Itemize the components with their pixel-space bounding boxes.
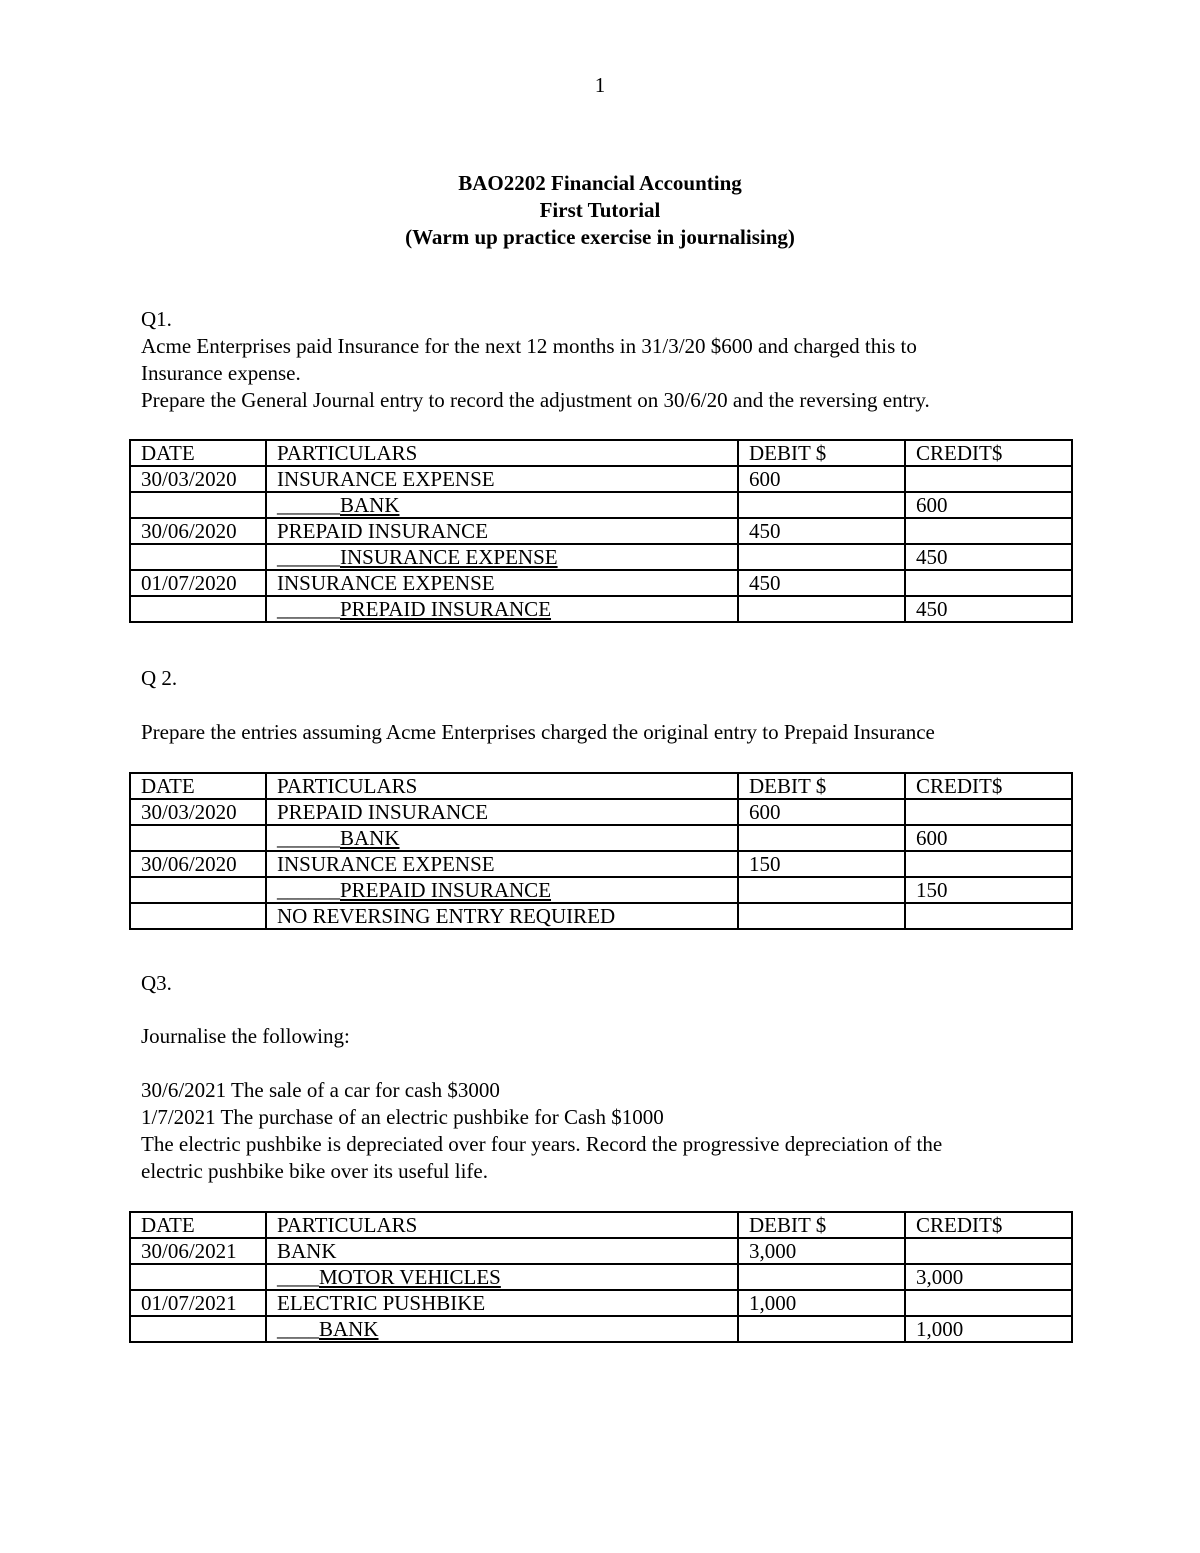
credit-cell bbox=[905, 903, 1072, 929]
table-row bbox=[130, 877, 1072, 903]
credit-cell bbox=[905, 1238, 1072, 1264]
q3-journal-table bbox=[129, 1211, 1073, 1343]
q3-line-1: Journalise the following: bbox=[141, 1024, 350, 1048]
date-cell bbox=[130, 903, 266, 929]
particulars-cell bbox=[266, 596, 738, 622]
account-name: BANK bbox=[340, 493, 400, 517]
account-name: NO REVERSING ENTRY REQUIRED bbox=[277, 904, 616, 928]
credit-cell bbox=[905, 799, 1072, 825]
account-name: PREPAID INSURANCE bbox=[340, 878, 552, 902]
header-date: DATE bbox=[130, 773, 266, 799]
indent-underline: ______ bbox=[277, 597, 340, 621]
particulars-cell bbox=[266, 570, 738, 596]
particulars-cell bbox=[266, 799, 738, 825]
date-cell bbox=[130, 596, 266, 622]
credit-cell bbox=[905, 466, 1072, 492]
credit-cell bbox=[905, 518, 1072, 544]
table-row bbox=[130, 492, 1072, 518]
table-row bbox=[130, 903, 1072, 929]
debit-cell: 450 bbox=[738, 570, 905, 596]
credit-cell: 150 bbox=[905, 877, 1072, 903]
debit-cell: 1,000 bbox=[738, 1290, 905, 1316]
particulars-cell bbox=[266, 1290, 738, 1316]
account-name: INSURANCE EXPENSE bbox=[277, 467, 495, 491]
date-cell bbox=[130, 544, 266, 570]
header-particulars: PARTICULARS bbox=[266, 440, 738, 466]
debit-cell: 3,000 bbox=[738, 1238, 905, 1264]
date-cell bbox=[130, 1264, 266, 1290]
header-date: DATE bbox=[130, 1212, 266, 1238]
date-cell: 30/06/2020 bbox=[130, 518, 266, 544]
particulars-cell bbox=[266, 825, 738, 851]
table-header-row bbox=[130, 1212, 1072, 1238]
indent-underline: ______ bbox=[277, 878, 340, 902]
credit-cell bbox=[905, 570, 1072, 596]
indent-underline: ____ bbox=[277, 1265, 319, 1289]
table-row bbox=[130, 544, 1072, 570]
indent-underline: ______ bbox=[277, 826, 340, 850]
account-name: PREPAID INSURANCE bbox=[277, 519, 489, 543]
particulars-cell bbox=[266, 877, 738, 903]
q3-line-3: 1/7/2021 The purchase of an electric pushbike for Cash $1000 bbox=[141, 1105, 664, 1129]
account-name: INSURANCE EXPENSE bbox=[277, 571, 495, 595]
table-row bbox=[130, 799, 1072, 825]
q1-line-1: Acme Enterprises paid Insurance for the next 12 months in 31/3/20 $600 and charged this to bbox=[141, 334, 917, 358]
table-row bbox=[130, 570, 1072, 596]
header-credit: CREDIT$ bbox=[905, 440, 1072, 466]
page-number: 1 bbox=[594, 73, 606, 97]
table-row bbox=[130, 466, 1072, 492]
tutorial-subtitle: (Warm up practice exercise in journalising) bbox=[405, 225, 795, 249]
credit-cell bbox=[905, 851, 1072, 877]
particulars-cell bbox=[266, 1238, 738, 1264]
course-title: BAO2202 Financial Accounting bbox=[458, 171, 742, 195]
tutorial-title: First Tutorial bbox=[539, 198, 661, 222]
account-name: BANK bbox=[319, 1317, 379, 1341]
account-name: ELECTRIC PUSHBIKE bbox=[277, 1291, 486, 1315]
q1-journal-table bbox=[129, 439, 1073, 623]
table-header-row bbox=[130, 440, 1072, 466]
debit-cell: 150 bbox=[738, 851, 905, 877]
account-name: BANK bbox=[340, 826, 400, 850]
header-date: DATE bbox=[130, 440, 266, 466]
debit-cell bbox=[738, 903, 905, 929]
table-row bbox=[130, 1264, 1072, 1290]
header-particulars: PARTICULARS bbox=[266, 1212, 738, 1238]
particulars-cell bbox=[266, 518, 738, 544]
date-cell: 01/07/2021 bbox=[130, 1290, 266, 1316]
indent-underline: ______ bbox=[277, 545, 340, 569]
table-row bbox=[130, 518, 1072, 544]
debit-cell bbox=[738, 1316, 905, 1342]
particulars-cell bbox=[266, 903, 738, 929]
debit-cell: 600 bbox=[738, 799, 905, 825]
date-cell bbox=[130, 492, 266, 518]
account-name: PREPAID INSURANCE bbox=[277, 800, 489, 824]
indent-underline: ____ bbox=[277, 1317, 319, 1341]
table-row bbox=[130, 825, 1072, 851]
date-cell: 30/06/2021 bbox=[130, 1238, 266, 1264]
date-cell: 30/06/2020 bbox=[130, 851, 266, 877]
table-header-row bbox=[130, 773, 1072, 799]
header-credit: CREDIT$ bbox=[905, 773, 1072, 799]
table-row bbox=[130, 1290, 1072, 1316]
q3-line-5: electric pushbike bike over its useful life. bbox=[141, 1159, 488, 1183]
q1-line-3: Prepare the General Journal entry to record the adjustment on 30/6/20 and the reversing entry. bbox=[141, 388, 930, 412]
debit-cell bbox=[738, 877, 905, 903]
date-cell bbox=[130, 825, 266, 851]
account-name: INSURANCE EXPENSE bbox=[277, 852, 495, 876]
q2-line-1: Prepare the entries assuming Acme Enterprises charged the original entry to Prepaid Insurance bbox=[141, 720, 935, 744]
debit-cell bbox=[738, 825, 905, 851]
credit-cell: 450 bbox=[905, 596, 1072, 622]
credit-cell: 600 bbox=[905, 825, 1072, 851]
debit-cell bbox=[738, 596, 905, 622]
particulars-cell bbox=[266, 492, 738, 518]
q2-label: Q 2. bbox=[141, 666, 178, 690]
particulars-cell bbox=[266, 1316, 738, 1342]
particulars-cell bbox=[266, 466, 738, 492]
q2-journal-table bbox=[129, 772, 1073, 930]
header-credit: CREDIT$ bbox=[905, 1212, 1072, 1238]
date-cell: 30/03/2020 bbox=[130, 466, 266, 492]
date-cell: 30/03/2020 bbox=[130, 799, 266, 825]
q3-line-2: 30/6/2021 The sale of a car for cash $3000 bbox=[141, 1078, 500, 1102]
header-debit: DEBIT $ bbox=[738, 1212, 905, 1238]
indent-underline: ______ bbox=[277, 493, 340, 517]
credit-cell: 600 bbox=[905, 492, 1072, 518]
account-name: BANK bbox=[277, 1239, 337, 1263]
q1-line-2: Insurance expense. bbox=[141, 361, 301, 385]
debit-cell: 450 bbox=[738, 518, 905, 544]
credit-cell bbox=[905, 1290, 1072, 1316]
debit-cell bbox=[738, 544, 905, 570]
debit-cell bbox=[738, 1264, 905, 1290]
date-cell: 01/07/2020 bbox=[130, 570, 266, 596]
credit-cell: 450 bbox=[905, 544, 1072, 570]
account-name: INSURANCE EXPENSE bbox=[340, 545, 558, 569]
date-cell bbox=[130, 877, 266, 903]
table-row bbox=[130, 596, 1072, 622]
table-row bbox=[130, 851, 1072, 877]
account-name: PREPAID INSURANCE bbox=[340, 597, 552, 621]
header-debit: DEBIT $ bbox=[738, 773, 905, 799]
date-cell bbox=[130, 1316, 266, 1342]
particulars-cell bbox=[266, 1264, 738, 1290]
header-particulars: PARTICULARS bbox=[266, 773, 738, 799]
particulars-cell bbox=[266, 851, 738, 877]
credit-cell: 3,000 bbox=[905, 1264, 1072, 1290]
q3-line-4: The electric pushbike is depreciated over four years. Record the progressive depreciation of the bbox=[141, 1132, 943, 1156]
header-debit: DEBIT $ bbox=[738, 440, 905, 466]
table-row bbox=[130, 1316, 1072, 1342]
debit-cell: 600 bbox=[738, 466, 905, 492]
q1-label: Q1. bbox=[141, 307, 172, 331]
q3-label: Q3. bbox=[141, 971, 172, 995]
debit-cell bbox=[738, 492, 905, 518]
credit-cell: 1,000 bbox=[905, 1316, 1072, 1342]
account-name: MOTOR VEHICLES bbox=[319, 1265, 501, 1289]
particulars-cell bbox=[266, 544, 738, 570]
document-title bbox=[0, 170, 1200, 251]
table-row bbox=[130, 1238, 1072, 1264]
